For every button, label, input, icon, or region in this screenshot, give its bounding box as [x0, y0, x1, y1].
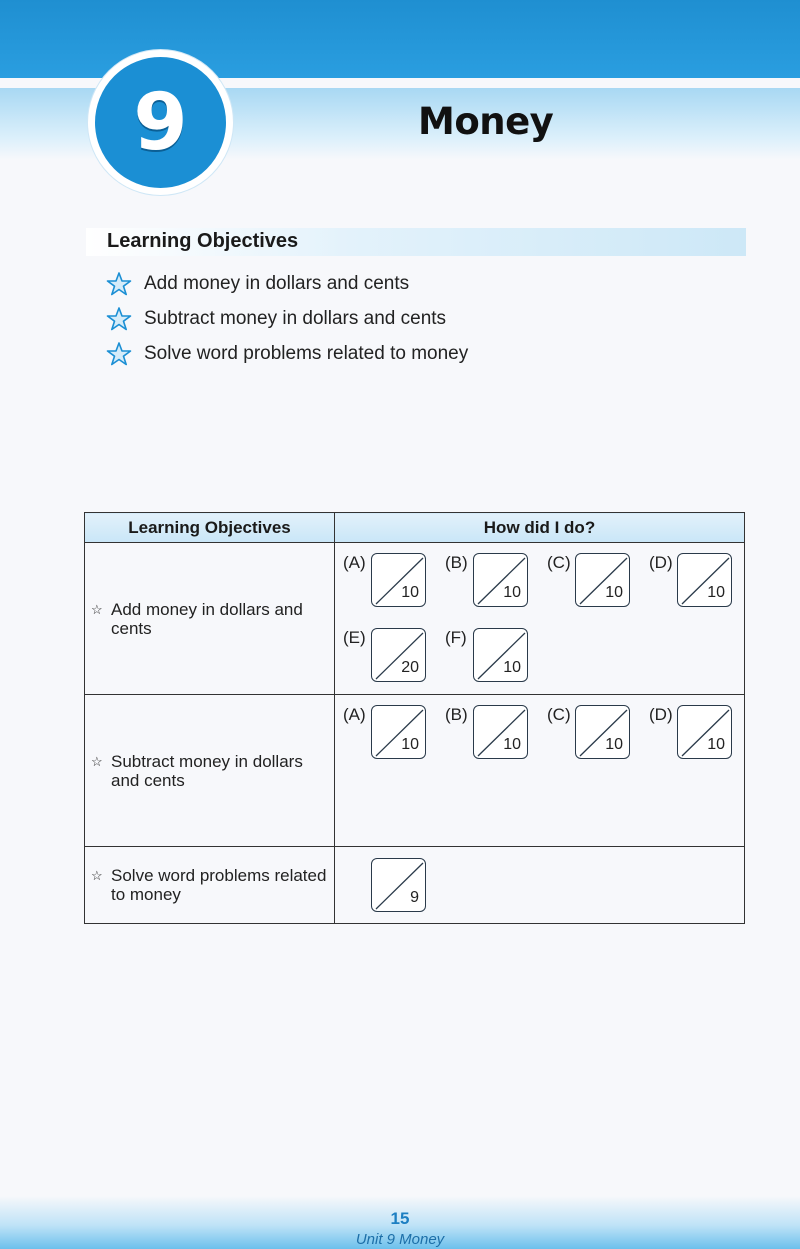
score-total: 10	[605, 584, 623, 601]
unit-number-badge	[88, 50, 233, 195]
score-cell	[335, 847, 745, 924]
small-star-icon: ☆	[91, 868, 103, 883]
score-input-box[interactable]	[575, 553, 630, 607]
score-total: 10	[503, 736, 521, 753]
score-total: 10	[707, 584, 725, 601]
footer-caption: Unit 9 Money	[355, 1231, 445, 1248]
score-total: 10	[503, 584, 521, 601]
learning-objectives-heading: Learning Objectives	[107, 230, 299, 252]
page-number: 15	[390, 1209, 410, 1228]
score-input-box[interactable]	[677, 553, 732, 607]
score-label: (E)	[343, 628, 366, 647]
objective-cell	[85, 695, 335, 847]
score-input-box[interactable]	[371, 705, 426, 759]
objective-cell	[85, 543, 335, 695]
objective-cell-text: Subtract money in dollars and cents	[111, 751, 303, 790]
column-header-objectives: Learning Objectives	[85, 513, 335, 543]
objective-text: Solve word problems related to money	[144, 342, 469, 364]
score-total: 10	[401, 584, 419, 601]
objective-cell-text: Add money in dollars and cents	[111, 599, 303, 638]
objective-item	[106, 336, 468, 371]
star-icon	[106, 306, 132, 332]
score-label: (A)	[343, 705, 366, 724]
score-label: (D)	[649, 553, 673, 572]
objective-item	[106, 301, 468, 336]
objective-text: Subtract money in dollars and cents	[144, 307, 447, 329]
unit-title: Money	[418, 100, 554, 143]
score-label: (B)	[445, 553, 468, 572]
score-total: 20	[401, 659, 419, 676]
score-total: 9	[410, 889, 419, 906]
score-total: 10	[605, 736, 623, 753]
score-total: 10	[707, 736, 725, 753]
score-label: (C)	[547, 705, 571, 724]
self-evaluation-table	[84, 512, 745, 924]
score-input-box[interactable]	[473, 553, 528, 607]
score-input-box[interactable]	[677, 705, 732, 759]
score-input-box[interactable]	[473, 705, 528, 759]
score-input-box[interactable]	[371, 553, 426, 607]
score-label: (F)	[445, 628, 467, 647]
score-total: 10	[401, 736, 419, 753]
objective-cell	[85, 847, 335, 924]
small-star-icon: ☆	[91, 601, 103, 617]
objective-text: Add money in dollars and cents	[144, 272, 410, 294]
score-input-box[interactable]	[575, 705, 630, 759]
table-row	[85, 543, 745, 695]
score-input-box[interactable]	[371, 858, 426, 912]
table-row	[85, 847, 745, 924]
score-label: (B)	[445, 705, 468, 724]
unit-number: 9	[133, 77, 188, 168]
score-cell	[335, 695, 745, 847]
small-star-icon: ☆	[91, 753, 103, 769]
objective-item	[106, 266, 468, 301]
objective-cell-text: Solve word problems related to money	[111, 866, 327, 904]
score-label: (A)	[343, 553, 366, 572]
score-cell	[335, 543, 745, 695]
score-total: 10	[503, 659, 521, 676]
column-header-how-did-i-do: How did I do?	[335, 513, 745, 543]
score-input-box[interactable]	[371, 628, 426, 682]
score-label: (C)	[547, 553, 571, 572]
score-input-box[interactable]	[473, 628, 528, 682]
score-label: (D)	[649, 705, 673, 724]
table-row	[85, 695, 745, 847]
objectives-list	[106, 266, 468, 371]
star-icon	[106, 271, 132, 297]
star-icon	[106, 341, 132, 367]
